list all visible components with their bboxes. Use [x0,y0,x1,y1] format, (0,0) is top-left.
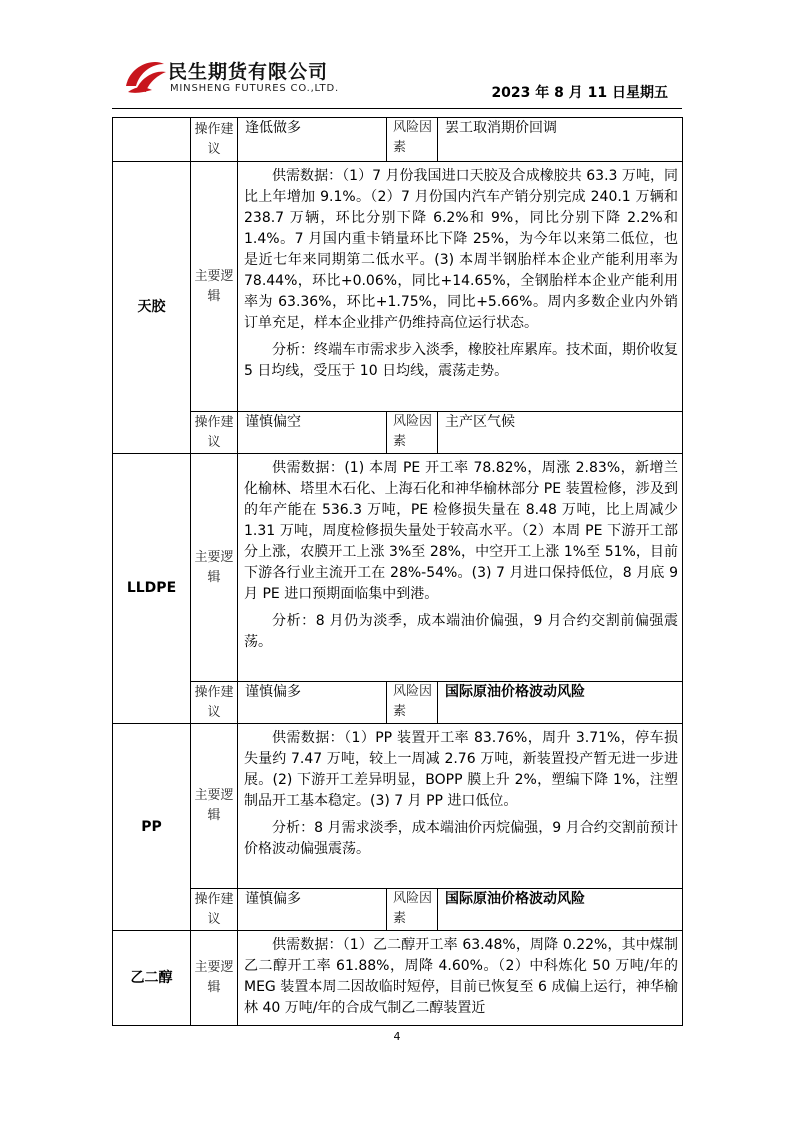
op-advice-label: 操作建议 [191,682,238,724]
table-row [113,931,683,1026]
commodity-table [112,117,683,1026]
op-advice-label: 操作建议 [191,889,238,931]
risk-factor-value: 国际原油价格波动风险 [438,889,683,931]
op-advice-label: 操作建议 [191,412,238,454]
company-logo [122,54,362,100]
header-rule [112,108,682,109]
table-row [113,682,683,724]
analysis-text: 分析：终端车市需求步入淡季，橡胶社库累库。技术面，期价收复 5 日均线，受压于 10 日均线，震荡走势。 [244,342,678,379]
logic-content [238,162,683,412]
op-advice-value: 逢低做多 [238,118,387,162]
table-row [113,889,683,931]
supply-demand-text: 供需数据：（1）乙二醇开工率 63.48%，周降 0.22%，其中煤制乙二醇开工率 61.88%，周降 4.60%。（2）中科炼化 50 万吨/年的 MEG 装置本周二因故临时短停，目前已恢复至 6 成偏上运行，神华榆林 40 万吨/年的合成气制乙二醇装置近 [244,937,678,1016]
product-name: LLDPE [113,454,191,724]
supply-demand-text: 供需数据：（1）PP 装置开工率 83.76%，周升 3.71%，停车损失量约 7.47 万吨，较上一周减 2.76 万吨，新装置投产暂无进一步进展。(2) 下游开工差异明显，BOPP 膜上升 2%，塑编下降 1%，注塑制品开工基本稳定。(3) 7 月 PP 进口低位。 [244,730,678,809]
main-logic-label: 主要逻辑 [191,724,238,889]
risk-factor-value: 主产区气候 [438,412,683,454]
logo-chinese-name: 民生期货有限公司 [168,61,329,83]
analysis-text: 分析：8 月需求淡季，成本端油价丙烷偏强，9 月合约交割前预计价格波动偏强震荡。 [244,820,678,857]
logic-content [238,724,683,889]
risk-factor-label: 风险因素 [387,682,438,724]
supply-demand-text: 供需数据：(1) 本周 PE 开工率 78.82%，周涨 2.83%，新增兰化榆林、塔里木石化、上海石化和神华榆林部分 PE 装置检修，涉及到的年产能在 536.3 万吨，PE 检修损失量在 8.48 万吨，比上周减少 1.31 万吨，周度检修损失量处于较高水平。（2）本周 PE 下游开工部分上涨，农膜开工上涨 3%至 28%，中空开工上涨 1%至 51%，目前下游各行业主流开工在 28%-54%。(3) 7 月进口保持低位，8 月底 9 月 PE 进口预期面临集中到港。 [244,460,678,602]
product-cell-empty [113,118,191,162]
analysis-text: 分析：8 月仍为淡季，成本端油价偏强，9 月合约交割前偏强震荡。 [244,613,678,650]
table-row [113,162,683,412]
op-advice-value: 谨慎偏多 [238,889,387,931]
table-row [113,724,683,889]
table-row [113,454,683,682]
op-advice-label: 操作建议 [191,118,238,162]
op-advice-value: 谨慎偏多 [238,682,387,724]
report-date: 2023 年 8 月 11 日星期五 [491,85,668,101]
table-row [113,412,683,454]
supply-demand-text: 供需数据：（1）7 月份我国进口天胶及合成橡胶共 63.3 万吨，同比上年增加 9.1%。（2）7 月份国内汽车产销分别完成 240.1 万辆和 238.7 万辆，环比分别下降 6.2%和 9%，同比分别下降 2.2%和 1.4%。7 月国内重卡销量环比下降 25%，为今年以来第二低位，也是近七年来同期第二低水平。(3) 本周半钢胎样本企业产能利用率为 78.44%，环比+0.06%，同比+14.65%，全钢胎样本企业产能利用率为 63.36%，环比+1.75%，同比+5.66%。周内多数企业内外销订单充足，样本企业排产仍维持高位运行状态。 [244,168,678,331]
op-advice-value: 谨慎偏空 [238,412,387,454]
product-name: PP [113,724,191,931]
risk-factor-label: 风险因素 [387,889,438,931]
risk-factor-label: 风险因素 [387,412,438,454]
risk-factor-value: 罢工取消期价回调 [438,118,683,162]
logic-content [238,931,683,1026]
risk-factor-label: 风险因素 [387,118,438,162]
risk-factor-value: 国际原油价格波动风险 [438,682,683,724]
table-row [113,118,683,162]
logo-english-name: MINSHENG FUTURES CO.,LTD. [170,83,339,94]
main-logic-label: 主要逻辑 [191,931,238,1026]
minsheng-swoosh-icon [122,56,168,96]
logic-content [238,454,683,682]
product-name: 乙二醇 [113,931,191,1026]
product-name: 天胶 [113,162,191,454]
main-logic-label: 主要逻辑 [191,162,238,412]
page-number: 4 [393,1030,401,1043]
main-logic-label: 主要逻辑 [191,454,238,682]
